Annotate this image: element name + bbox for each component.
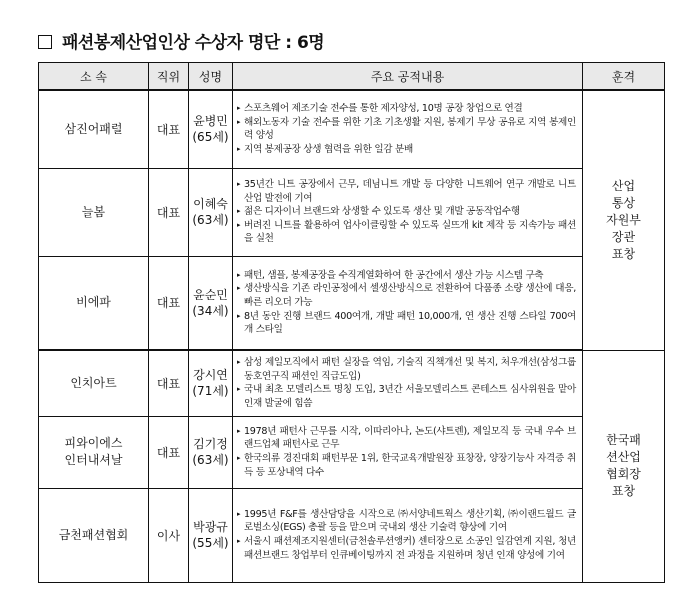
table-row	[39, 488, 665, 582]
achievement-item: ▸ 국내 최초 모델리스트 명칭 도입, 3년간 서울모델리스트 콘테스트 심사위원을 맡아 인재 발굴에 힘씀	[237, 383, 576, 410]
header-position: 직위	[149, 63, 189, 91]
name-cell	[189, 168, 233, 256]
org-cell: 비에파	[39, 256, 149, 350]
person-age: (63세)	[192, 453, 229, 467]
achievement-item: ▸ 버려진 니트를 활용하여 업사이클링할 수 있도록 실뜨개 kit 제작 등 지속가능 패션을 실천	[237, 219, 576, 246]
person-name: 이혜숙	[193, 197, 228, 211]
position-cell: 대표	[149, 168, 189, 256]
position-cell: 대표	[149, 350, 189, 416]
achievements-cell	[233, 90, 583, 168]
name-cell	[189, 90, 233, 168]
person-age: (34세)	[192, 303, 229, 318]
achievement-item: ▸ 해외노동자 기술 전수를 위한 기초 기초생활 지원, 봉제기 무상 공유로 지역 봉제인력 양성	[237, 116, 576, 143]
achievements-cell	[233, 488, 583, 582]
position-cell: 대표	[149, 90, 189, 168]
table-row	[39, 416, 665, 488]
achievement-item: ▸ 1995년 F&F를 생산담당을 시작으로 ㈜서양네트웍스 생산기획, ㈜이랜드월드 글로벌소싱(EGS) 총괄 등을 맡으며 국내외 생산 기술력 향상에 기여	[237, 508, 576, 535]
achievement-item: ▸ 35년간 니트 공장에서 근무, 데님니트 개발 등 다양한 니트웨어 연구 개발로 니트 산업 발전에 기여	[237, 178, 576, 205]
org-cell: 금천패션협회	[39, 488, 149, 582]
achievement-item: ▸ 패턴, 샘플, 봉제공장을 수직계열화하여 한 공간에서 생산 가능 시스템 구축	[237, 269, 576, 283]
title-text: 패션봉제산업인상 수상자 명단 : 6명	[62, 33, 325, 53]
org-cell: 삼진어패럴	[39, 90, 149, 168]
position-cell: 이사	[149, 488, 189, 582]
person-name: 윤순민	[193, 287, 228, 302]
table-row	[39, 350, 665, 416]
person-name: 강시연	[193, 368, 228, 383]
achievement-item: ▸ 스포츠웨어 제조기술 전수를 통한 제자양성, 10명 공장 창업으로 연결	[237, 102, 576, 116]
award-cell: 한국패 션산업 협회장 표창	[583, 350, 665, 582]
name-cell	[189, 488, 233, 582]
achievement-item: ▸ 1978년 패턴사 근무를 시작, 이따리아나, 논도(샤트렌), 제일모직 등 국내 우수 브랜드업체 패턴사로 근무	[237, 425, 576, 452]
table-row	[39, 90, 665, 168]
person-name: 박광규	[193, 520, 228, 534]
achievement-item: ▸ 생산방식을 기존 라인공정에서 셀생산방식으로 전환하여 다품종 소량 생산에 대응, 빠른 리오더 가능	[237, 282, 576, 309]
org-cell: 인치아트	[39, 350, 149, 416]
header-achievements: 주요 공적내용	[233, 63, 583, 91]
achievements-cell	[233, 350, 583, 416]
achievement-item: ▸ 8년 동안 진행 브랜드 400여개, 개발 패턴 10,000개, 연 생산 진행 스타일 700여개 스타일	[237, 310, 576, 337]
name-cell	[189, 350, 233, 416]
person-name: 윤병민	[193, 114, 228, 129]
org-cell: 늘봄	[39, 168, 149, 256]
achievement-item: ▸ 지역 봉제공장 상생 협력을 위한 일감 분배	[237, 143, 576, 157]
person-name: 김기정	[193, 437, 228, 451]
person-age: (55세)	[192, 536, 229, 550]
achievement-item: ▸ 젊은 디자이너 브랜드와 상생할 수 있도록 생산 및 개발 공동작업수행	[237, 205, 576, 219]
achievement-item: ▸ 삼성 제일모직에서 패턴 실장을 역임, 기술직 직책개선 및 복지, 처우개선(삼성그룹동호연구직 패션인 직급도입)	[237, 356, 576, 383]
award-cell: 산업 통상 자원부 장관 표창	[583, 90, 665, 350]
name-cell	[189, 256, 233, 350]
position-cell: 대표	[149, 416, 189, 488]
checkbox-icon	[38, 35, 52, 49]
achievement-item: ▸ 서울시 패션제조지원센터(금천솔루션앵커) 센터장으로 소공인 일감연계 지원, 청년 패션브랜드 창업부터 인큐베이팅까지 전 과정을 지원하며 청년 인재 양성에 기여	[237, 535, 576, 562]
header-org: 소 속	[39, 63, 149, 91]
table-row	[39, 256, 665, 350]
page-title	[38, 28, 324, 53]
table-row	[39, 168, 665, 256]
achievements-cell	[233, 256, 583, 350]
achievements-cell	[233, 416, 583, 488]
awardee-table	[38, 62, 665, 583]
header-award: 훈격	[583, 63, 665, 91]
header-name: 성명	[189, 63, 233, 91]
person-age: (71세)	[192, 384, 229, 399]
org-cell: 피와이에스 인터내셔날	[39, 416, 149, 488]
name-cell	[189, 416, 233, 488]
achievements-cell	[233, 168, 583, 256]
position-cell: 대표	[149, 256, 189, 350]
person-age: (65세)	[192, 130, 229, 145]
achievement-item: ▸ 한국의류 경진대회 패턴부문 1위, 한국교육개발원장 표창장, 양장기능사 자격증 취득 등 포상내역 다수	[237, 452, 576, 479]
header-row	[39, 63, 665, 91]
person-age: (63세)	[192, 213, 229, 227]
